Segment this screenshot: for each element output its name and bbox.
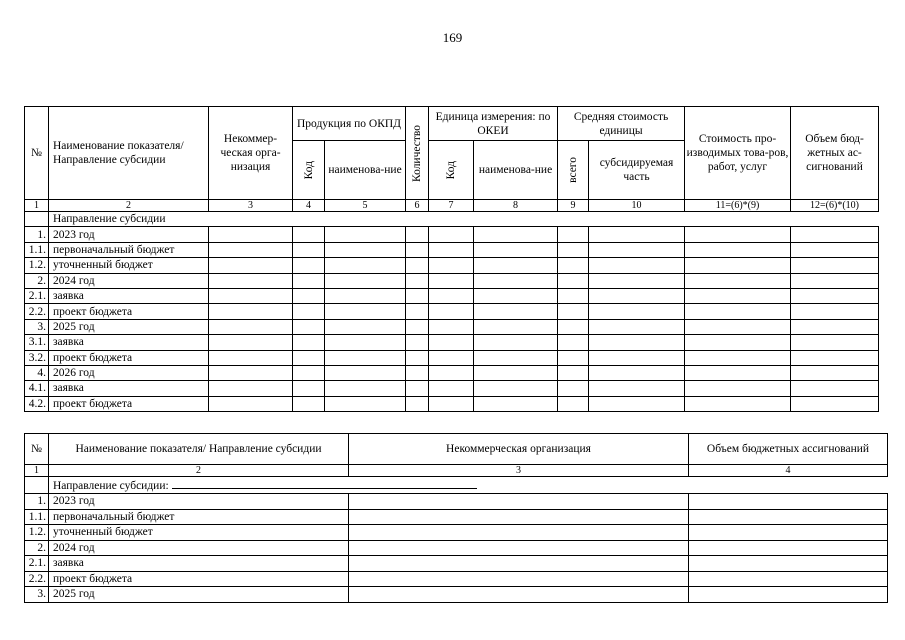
input-cell[interactable] <box>293 242 325 257</box>
input-cell[interactable] <box>325 350 406 365</box>
table-row <box>25 304 879 319</box>
input-cell[interactable] <box>349 571 689 587</box>
table-row <box>25 381 879 396</box>
row-number: 3.2. <box>25 350 49 365</box>
table-row <box>25 525 888 541</box>
input-cell[interactable] <box>474 396 558 411</box>
input-cell[interactable] <box>685 381 791 396</box>
header-org: Некоммер-ческая орга-низация <box>209 107 293 200</box>
input-cell[interactable] <box>209 258 293 273</box>
input-cell[interactable] <box>325 365 406 380</box>
table-row <box>25 540 888 556</box>
header-indicator: Наименование показателя/ Направление субсидии <box>49 107 209 200</box>
input-cell[interactable] <box>474 335 558 350</box>
input-cell[interactable] <box>429 350 474 365</box>
input-cell[interactable] <box>209 396 293 411</box>
row-number: 2. <box>25 273 49 288</box>
col-number: 2 <box>49 465 349 477</box>
input-cell[interactable] <box>429 304 474 319</box>
input-cell[interactable] <box>406 273 429 288</box>
header-budget: Объем бюд-жетных ас-сигнований <box>791 107 879 200</box>
input-cell[interactable] <box>589 365 685 380</box>
input-cell[interactable] <box>209 365 293 380</box>
input-cell[interactable] <box>685 258 791 273</box>
input-cell[interactable] <box>791 335 879 350</box>
row-number: 3. <box>25 587 49 603</box>
input-cell[interactable] <box>293 350 325 365</box>
col-number: 11=(6)*(9) <box>685 200 791 212</box>
input-cell[interactable] <box>685 273 791 288</box>
input-cell[interactable] <box>474 242 558 257</box>
column-number-row <box>25 200 879 212</box>
row-number: 2. <box>25 540 49 556</box>
table-row <box>25 350 879 365</box>
input-cell[interactable] <box>406 350 429 365</box>
input-cell[interactable] <box>685 319 791 334</box>
input-cell[interactable] <box>325 242 406 257</box>
table-row <box>25 556 888 572</box>
col-number: 9 <box>558 200 589 212</box>
direction-field <box>49 477 888 494</box>
input-cell[interactable] <box>689 525 888 541</box>
input-cell[interactable] <box>685 350 791 365</box>
row-number: 2.1. <box>25 556 49 572</box>
direction-row <box>25 212 879 227</box>
row-number: 2.2. <box>25 571 49 587</box>
input-cell[interactable] <box>406 381 429 396</box>
input-cell[interactable] <box>589 273 685 288</box>
row-name: 2024 год <box>49 540 349 556</box>
col-number: 4 <box>293 200 325 212</box>
input-cell[interactable] <box>689 571 888 587</box>
input-cell[interactable] <box>406 288 429 303</box>
header-unit-code <box>429 141 474 200</box>
header-budget: Объем бюджетных ассигнований <box>689 434 888 465</box>
col-number: 2 <box>49 200 209 212</box>
row-name: заявка <box>49 556 349 572</box>
input-cell[interactable] <box>209 319 293 334</box>
header-product: Продукция по ОКПД <box>293 107 406 141</box>
row-number: 2.1. <box>25 288 49 303</box>
header-num: № <box>25 107 49 200</box>
table-row <box>25 335 879 350</box>
input-cell[interactable] <box>558 365 589 380</box>
input-cell[interactable] <box>791 381 879 396</box>
input-cell[interactable] <box>558 381 589 396</box>
header-goods-cost: Стоимость про-изводимых това-ров, работ, услуг <box>685 107 791 200</box>
input-cell[interactable] <box>685 242 791 257</box>
input-cell[interactable] <box>325 227 406 242</box>
input-cell[interactable] <box>689 509 888 525</box>
input-cell[interactable] <box>293 304 325 319</box>
input-cell[interactable] <box>558 242 589 257</box>
row-name: заявка <box>49 381 209 396</box>
input-cell[interactable] <box>589 335 685 350</box>
direction-row <box>25 477 888 494</box>
table-row <box>25 396 879 411</box>
input-cell[interactable] <box>325 288 406 303</box>
input-cell[interactable] <box>558 319 589 334</box>
row-number: 1.1. <box>25 509 49 525</box>
table-row <box>25 509 888 525</box>
header-product-code <box>293 141 325 200</box>
table-row <box>25 319 879 334</box>
row-number: 2.2. <box>25 304 49 319</box>
row-name: уточненный бюджет <box>49 258 209 273</box>
input-cell[interactable] <box>791 288 879 303</box>
input-cell[interactable] <box>791 242 879 257</box>
input-cell[interactable] <box>293 273 325 288</box>
input-cell[interactable] <box>209 304 293 319</box>
input-cell[interactable] <box>791 319 879 334</box>
input-cell[interactable] <box>406 319 429 334</box>
col-number: 1 <box>25 465 49 477</box>
header-quantity <box>406 107 429 200</box>
input-cell[interactable] <box>589 319 685 334</box>
col-number: 12=(6)*(10) <box>791 200 879 212</box>
input-cell[interactable] <box>349 556 689 572</box>
row-name: 2023 год <box>49 494 349 510</box>
input-cell[interactable] <box>293 288 325 303</box>
input-cell[interactable] <box>429 273 474 288</box>
row-name: 2024 год <box>49 273 209 288</box>
direction-label: Направление субсидии <box>49 212 879 227</box>
page-number: 169 <box>442 30 463 45</box>
input-cell[interactable] <box>325 258 406 273</box>
input-cell[interactable] <box>209 242 293 257</box>
col-number: 1 <box>25 200 49 212</box>
input-cell[interactable] <box>349 525 689 541</box>
header-avg-subsidized: субсидируемая часть <box>589 141 685 200</box>
input-cell[interactable] <box>558 227 589 242</box>
cell-empty <box>25 212 49 227</box>
input-cell[interactable] <box>209 335 293 350</box>
input-cell[interactable] <box>791 365 879 380</box>
input-cell[interactable] <box>293 381 325 396</box>
row-number: 4.1. <box>25 381 49 396</box>
input-cell[interactable] <box>429 319 474 334</box>
input-cell[interactable] <box>589 258 685 273</box>
input-cell[interactable] <box>293 319 325 334</box>
input-cell[interactable] <box>558 396 589 411</box>
input-cell[interactable] <box>325 319 406 334</box>
input-cell[interactable] <box>791 273 879 288</box>
input-cell[interactable] <box>474 350 558 365</box>
input-cell[interactable] <box>474 304 558 319</box>
input-cell[interactable] <box>589 381 685 396</box>
row-number: 4.2. <box>25 396 49 411</box>
row-name: первоначальный бюджет <box>49 509 349 525</box>
input-cell[interactable] <box>685 288 791 303</box>
input-cell[interactable] <box>429 288 474 303</box>
input-cell[interactable] <box>558 304 589 319</box>
col-number: 10 <box>589 200 685 212</box>
input-cell[interactable] <box>429 381 474 396</box>
budget-detail-table <box>24 106 879 412</box>
header-avg-cost: Средняя стоимость единицы <box>558 107 685 141</box>
input-cell[interactable] <box>293 258 325 273</box>
row-name: 2025 год <box>49 319 209 334</box>
input-cell[interactable] <box>429 335 474 350</box>
input-cell[interactable] <box>474 365 558 380</box>
input-cell[interactable] <box>791 304 879 319</box>
input-cell[interactable] <box>325 381 406 396</box>
header-product-code-text: Код <box>302 160 315 180</box>
row-name: проект бюджета <box>49 396 209 411</box>
input-cell[interactable] <box>209 381 293 396</box>
table-row <box>25 242 879 257</box>
input-cell[interactable] <box>325 273 406 288</box>
header-avg-total <box>558 141 589 200</box>
input-cell[interactable] <box>349 587 689 603</box>
cell-empty <box>25 477 49 494</box>
table-row <box>25 258 879 273</box>
header-product-name: наименова-ние <box>325 141 406 200</box>
input-cell[interactable] <box>558 258 589 273</box>
input-cell[interactable] <box>325 335 406 350</box>
table-row <box>25 365 879 380</box>
table-row <box>25 227 879 242</box>
input-cell[interactable] <box>474 381 558 396</box>
direction-label: Направление субсидии: <box>53 480 169 492</box>
table-row <box>25 273 879 288</box>
input-cell[interactable] <box>589 396 685 411</box>
input-cell[interactable] <box>558 273 589 288</box>
header-unit-name: наименова-ние <box>474 141 558 200</box>
table-row <box>25 571 888 587</box>
input-cell[interactable] <box>589 304 685 319</box>
input-cell[interactable] <box>474 258 558 273</box>
input-cell[interactable] <box>791 227 879 242</box>
input-cell[interactable] <box>293 335 325 350</box>
input-cell[interactable] <box>474 227 558 242</box>
input-cell[interactable] <box>429 365 474 380</box>
row-name: проект бюджета <box>49 304 209 319</box>
input-cell[interactable] <box>429 258 474 273</box>
input-cell[interactable] <box>685 365 791 380</box>
row-number: 1. <box>25 227 49 242</box>
input-cell[interactable] <box>429 227 474 242</box>
row-number: 4. <box>25 365 49 380</box>
input-cell[interactable] <box>429 396 474 411</box>
header-num: № <box>25 434 49 465</box>
input-cell[interactable] <box>349 509 689 525</box>
input-cell[interactable] <box>558 335 589 350</box>
input-cell[interactable] <box>685 227 791 242</box>
input-cell[interactable] <box>209 350 293 365</box>
input-cell[interactable] <box>406 227 429 242</box>
row-number: 1.1. <box>25 242 49 257</box>
input-cell[interactable] <box>474 319 558 334</box>
input-cell[interactable] <box>293 365 325 380</box>
header-org: Некоммерческая организация <box>349 434 689 465</box>
row-name: уточненный бюджет <box>49 525 349 541</box>
row-name: заявка <box>49 288 209 303</box>
input-cell[interactable] <box>429 242 474 257</box>
input-cell[interactable] <box>349 540 689 556</box>
header-quantity-text: Количество <box>411 124 424 182</box>
input-cell[interactable] <box>558 288 589 303</box>
direction-blank-line <box>172 477 477 489</box>
input-cell[interactable] <box>589 288 685 303</box>
input-cell[interactable] <box>589 350 685 365</box>
input-cell[interactable] <box>325 304 406 319</box>
row-number: 3. <box>25 319 49 334</box>
input-cell[interactable] <box>685 335 791 350</box>
header-unit-code-text: Код <box>445 160 458 180</box>
input-cell[interactable] <box>349 494 689 510</box>
input-cell[interactable] <box>558 350 589 365</box>
input-cell[interactable] <box>685 396 791 411</box>
input-cell[interactable] <box>689 494 888 510</box>
col-number: 6 <box>406 200 429 212</box>
input-cell[interactable] <box>689 556 888 572</box>
input-cell[interactable] <box>689 540 888 556</box>
col-number: 4 <box>689 465 888 477</box>
row-name: первоначальный бюджет <box>49 242 209 257</box>
row-name: заявка <box>49 335 209 350</box>
input-cell[interactable] <box>406 304 429 319</box>
input-cell[interactable] <box>293 396 325 411</box>
input-cell[interactable] <box>685 304 791 319</box>
input-cell[interactable] <box>474 273 558 288</box>
col-number: 3 <box>349 465 689 477</box>
header-avg-total-text: всего <box>567 157 580 183</box>
input-cell[interactable] <box>474 288 558 303</box>
input-cell[interactable] <box>406 335 429 350</box>
input-cell[interactable] <box>406 258 429 273</box>
input-cell[interactable] <box>406 365 429 380</box>
row-name: 2025 год <box>49 587 349 603</box>
col-number: 7 <box>429 200 474 212</box>
input-cell[interactable] <box>209 273 293 288</box>
row-name: проект бюджета <box>49 350 209 365</box>
row-number: 1.2. <box>25 525 49 541</box>
table-row <box>25 587 888 603</box>
column-number-row <box>25 465 888 477</box>
table-row <box>25 288 879 303</box>
row-number: 3.1. <box>25 335 49 350</box>
row-number: 1.2. <box>25 258 49 273</box>
input-cell[interactable] <box>589 227 685 242</box>
input-cell[interactable] <box>406 396 429 411</box>
input-cell[interactable] <box>689 587 888 603</box>
row-number: 1. <box>25 494 49 510</box>
input-cell[interactable] <box>209 227 293 242</box>
input-cell[interactable] <box>293 227 325 242</box>
col-number: 8 <box>474 200 558 212</box>
table-row <box>25 494 888 510</box>
input-cell[interactable] <box>791 396 879 411</box>
row-name: 2023 год <box>49 227 209 242</box>
row-name: 2026 год <box>49 365 209 380</box>
col-number: 3 <box>209 200 293 212</box>
input-cell[interactable] <box>406 242 429 257</box>
input-cell[interactable] <box>209 288 293 303</box>
header-indicator: Наименование показателя/ Направление субсидии <box>49 434 349 465</box>
col-number: 5 <box>325 200 406 212</box>
input-cell[interactable] <box>791 350 879 365</box>
budget-summary-table <box>24 433 888 603</box>
input-cell[interactable] <box>791 258 879 273</box>
input-cell[interactable] <box>325 396 406 411</box>
header-unit: Единица измерения: по ОКЕИ <box>429 107 558 141</box>
input-cell[interactable] <box>589 242 685 257</box>
row-name: проект бюджета <box>49 571 349 587</box>
